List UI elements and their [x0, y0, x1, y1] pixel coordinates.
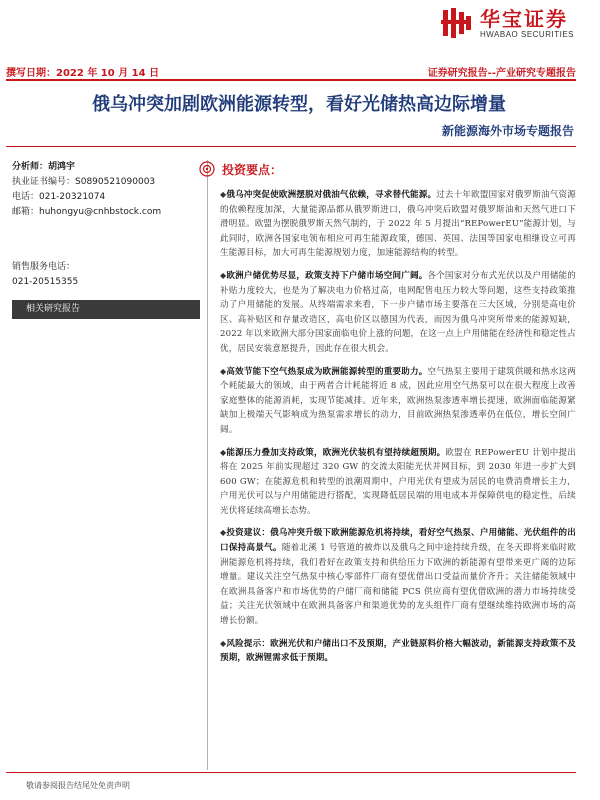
highlight-lead: 俄乌冲突促使欧洲摆脱对俄油气依赖，寻求替代能源。 [226, 190, 437, 200]
company-logo [440, 6, 574, 40]
highlight-lead: 投资建议：俄乌冲突升级下欧洲能源危机将持续，看好空气热泵、户用储能、光伏组件的出口保持高景气。 [220, 528, 576, 554]
report-title: 俄乌冲突加剧欧洲能源转型，看好光储热高边际增量 [92, 94, 506, 115]
footer-divider [6, 772, 576, 773]
highlight-lead: 欧洲户储优势尽显，政策支持下户储市场空间广阔。 [226, 270, 428, 281]
highlight-paragraph [220, 526, 576, 628]
highlight-body: 空气热泵主要用于建筑供暖和热水这两个耗能最大的领域，由于两者合计耗能将近 8 成，因此应用空气热泵可以在很大程度上改善家庭整体的能源消耗，实现节能减排。近年来，欧洲热泵渗透率增长提速，欧洲面临能源紧缺加上极端天气影响成为热泵需求增长的动力，目前欧洲热泵渗透率仍在低位，增长空间广阔。 [220, 366, 577, 435]
report-type: 证券研究报告--产业研究专题报告 [427, 68, 576, 79]
highlight-lead: 高效节能下空气热泵成为欧洲能源转型的重要助力。 [226, 366, 428, 377]
footer-disclaimer: 敬请参阅报告结尾处免责声明 [26, 781, 130, 790]
highlight-body: 各个国家对分布式光伏以及户用储能的补贴力度较大，也是为了解决电力价格过高，电网配售电压力较大等问题，这些支持政策推动了户用储能的发展。从终端需求来看，下一步户储市场主要落在三大区域，分别是高电价区、高补贴区和存量改造区，高电价区以德国为代表，而因为俄乌冲突所带来的能源短缺，2022 年以来欧洲大部分国家面临电价上涨的问题，在这一点上户用储能在经济性和稳定性占优，居民安装意愿提升，因此存在很大机会。 [220, 270, 577, 354]
diamond-bullet-icon: ◆ [220, 528, 227, 538]
report-meta-row [6, 64, 576, 79]
highlight-lead: 能源压力叠加支持政策，欧洲光伏装机有望持续超预期。 [226, 447, 446, 458]
highlight-body: 随着北溪 1 号管道的被炸以及俄乌之间中途持续升级，在冬天即将来临时欧洲能源危机将持续，我们看好在政策支持和供给压力下欧洲的新能源有望带来更广阔的边际增量。建议关注空气热泵中核心零部件厂商有望优借出口受益而量价齐升；关注储能领域中在欧洲具备客户和市场优势的户储厂商和储能 PCS 供应商有望优借欧洲的潜力市场持续受益；关注光伏领域中在欧洲具备客户和渠道优势的龙头组件厂商有望继续维持欧洲市场的高增长份额。 [220, 543, 576, 627]
header-divider [6, 79, 576, 81]
report-subtitle: 新能源海外市场专题报告 [441, 124, 574, 138]
analyst-email[interactable]: 邮箱：huhongyu@cnhbstock.com [12, 207, 162, 217]
highlight-paragraph [220, 365, 576, 438]
diamond-bullet-icon: ◆ [220, 366, 227, 376]
related-reports-header: 相关研究报告 [12, 300, 200, 319]
report-date: 撰写日期：2022 年 10 月 14 日 [6, 68, 160, 79]
analyst-name: 分析师：胡鸿宇 [12, 162, 76, 172]
logo-chinese-name: 华宝证券 [480, 6, 568, 31]
sales-phone-label: 销售服务电话： [12, 262, 76, 272]
target-bullet-icon [198, 160, 216, 178]
analyst-license: 执业证书编号：S0890521090003 [12, 177, 156, 187]
analyst-sidebar [12, 160, 200, 319]
highlight-paragraph [220, 446, 576, 519]
highlights-title: 投资要点： [222, 162, 283, 177]
diamond-bullet-icon: ◆ [220, 447, 227, 457]
investment-highlights [220, 160, 576, 674]
sales-phone: 021-20515355 [12, 277, 79, 287]
diamond-bullet-icon: ◆ [220, 270, 227, 280]
highlight-body: 过去十年欧盟国家对俄罗斯油气资源的依赖程度加深，大量能源品都从俄罗斯进口，俄乌冲突后欧盟对俄罗斯油和天然气进口下滑明显。欧盟为摆脱俄罗斯天然气制约，于 2022 年 5 月提出“REPowerEU”能源计划，与此同时，欧洲各国家电领布相应可再生能源政策，德国、英国、法国等国家电相继设立可再生能源目标，加大可再生能源规划力度，加速能源结构的转型。 [220, 190, 576, 259]
analyst-phone: 电话：021-20321074 [12, 192, 106, 202]
highlight-paragraph [220, 269, 576, 357]
highlight-lead: 风险提示：欧洲光伏和户储出口不及预期，产业链原料价格大幅波动，新能源支持政策不及预期，欧洲锂需求低于预期。 [220, 638, 576, 664]
highlights-header [198, 160, 576, 178]
highlight-paragraph [220, 637, 576, 666]
title-divider [6, 146, 576, 147]
highlight-paragraph [220, 188, 576, 261]
column-divider [207, 160, 208, 770]
hwabao-logo-icon [440, 6, 474, 40]
highlight-body: 欧盟在 REPowerEU 计划中提出将在 2025 年前实现超过 320 GW 的交流太阳能光伏并网目标，到 2030 年进一步扩大到 600 GW；在能源危机和转型的浪潮周期中，户用光伏有望成为居民的电费消费增长主力，户用光伏可以与户用储能进行搭配，实现降低居民端的用电成本并保障供电的稳定性，后续光伏将延续高增长态势。 [220, 447, 576, 516]
diamond-bullet-icon: ◆ [220, 638, 227, 648]
logo-english-name: HWABAO SECURITIES [480, 29, 574, 39]
diamond-bullet-icon: ◆ [220, 190, 227, 199]
